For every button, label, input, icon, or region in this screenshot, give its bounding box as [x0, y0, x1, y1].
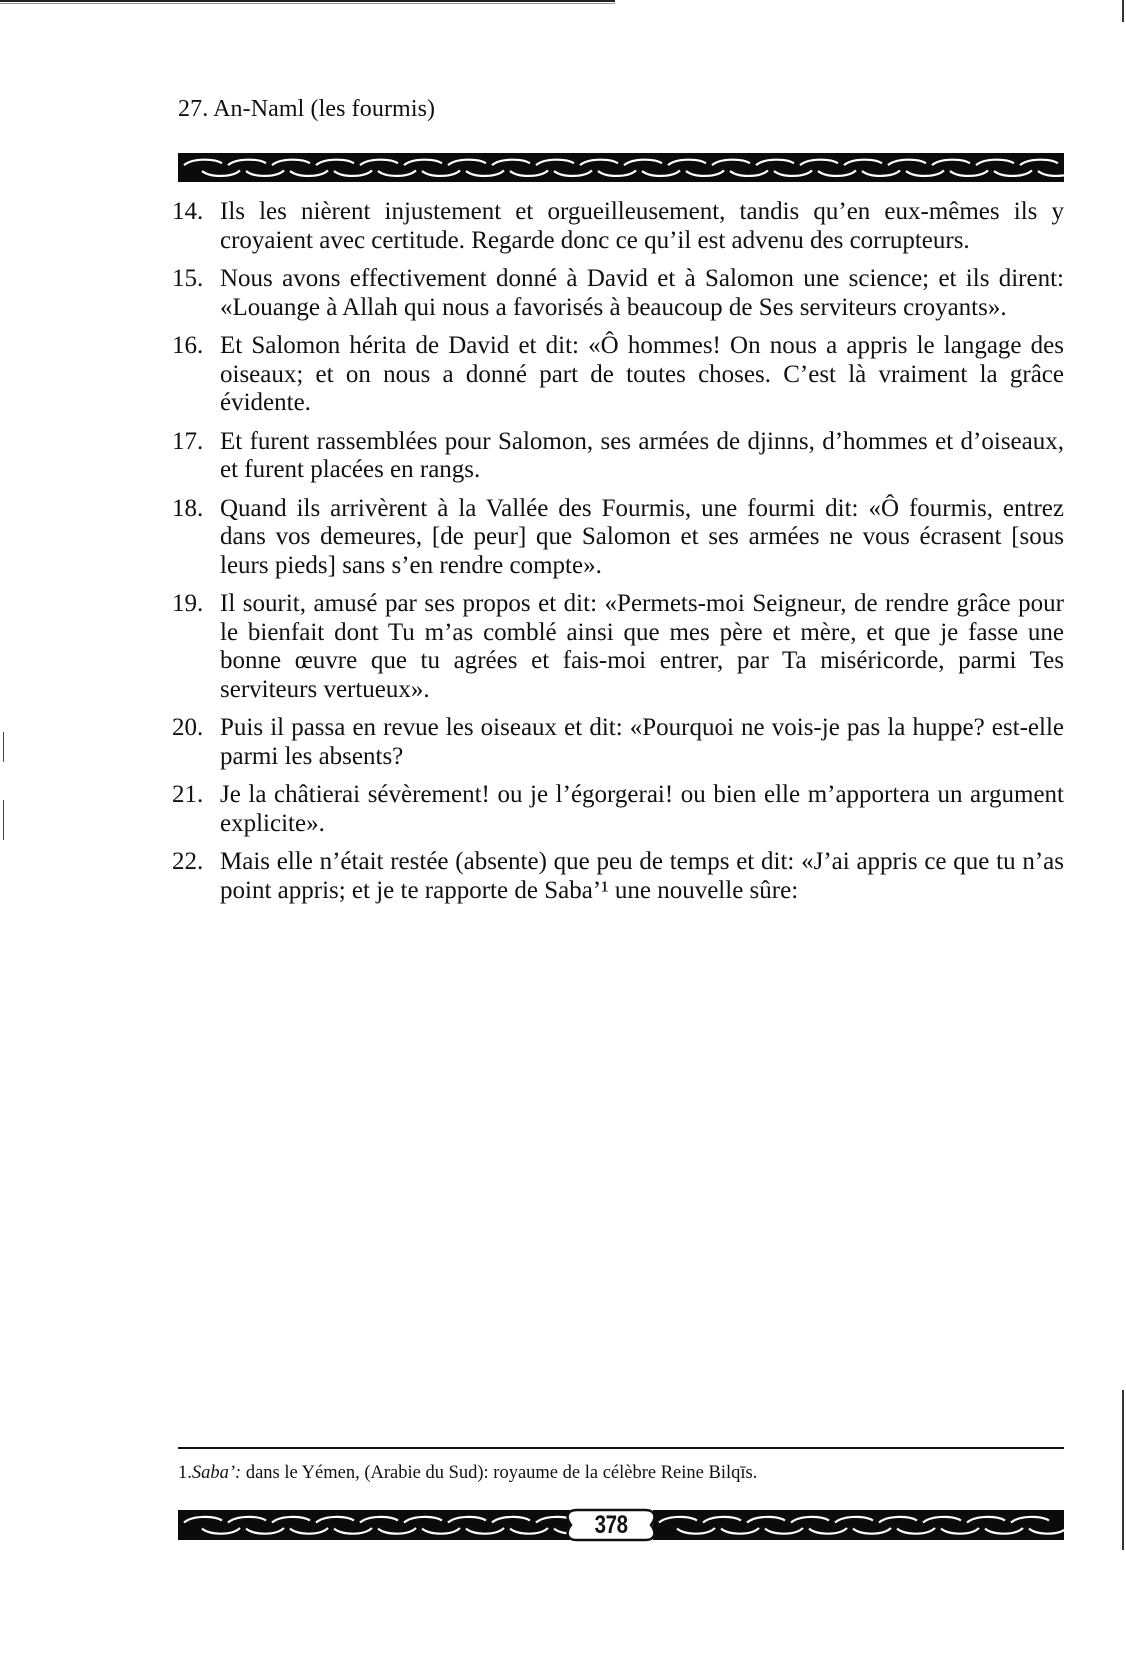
page-number: 378 — [594, 1510, 628, 1539]
verse-number: 21. — [172, 781, 204, 808]
surah-title: 27. An-Naml (les fourmis) — [178, 96, 436, 122]
footnote-divider — [178, 1447, 1064, 1449]
ornament-link — [862, 170, 900, 176]
ornament-link — [994, 170, 1032, 176]
ornament-link — [888, 160, 926, 166]
verse-14 — [172, 198, 1064, 255]
ornament-link — [1038, 170, 1064, 176]
ornament-link — [642, 170, 680, 176]
ornament-link — [536, 160, 574, 166]
ornament-link — [492, 1517, 530, 1523]
ornament-link — [756, 160, 794, 166]
footnote-text: dans le Yémen, (Arabie du Sud): royaume de la célèbre Reine Bilqīs. — [241, 1463, 758, 1483]
ornament-link — [730, 170, 768, 176]
verse-20 — [172, 714, 1064, 771]
verse-text: Et furent rassemblées pour Salomon, ses armées de djinns, d’hommes et d’oiseaux, et furent placées en rangs. — [220, 427, 1064, 483]
ornament-link — [272, 160, 310, 166]
ornament-link — [246, 1528, 284, 1534]
ornament-link — [272, 1517, 310, 1523]
verse-number: 22. — [172, 848, 204, 875]
ornament-link — [853, 1528, 891, 1534]
ornament-link — [228, 160, 266, 166]
ornament-link — [677, 1528, 715, 1534]
footnote-term: Saba’: — [191, 1463, 242, 1483]
verse-text: Je la châtierai sévèrement! ou je l’égorgerai! ou bien elle m’apportera un argument explicite». — [220, 781, 1064, 837]
ornament-link — [879, 1517, 917, 1523]
scan-edge-mark — [1122, 1390, 1124, 1550]
ornament-link — [598, 170, 636, 176]
footnote — [178, 1463, 1064, 1484]
ornament-link — [184, 1517, 222, 1523]
footer-ornament-right — [653, 1510, 1064, 1540]
ornament-link — [334, 1528, 372, 1534]
verse-number: 19. — [172, 590, 204, 617]
verse-22 — [172, 848, 1064, 905]
ornament-link — [976, 160, 1014, 166]
verse-17 — [172, 428, 1064, 485]
ornament-link — [809, 1528, 847, 1534]
ornament-link — [184, 160, 222, 166]
ornament-link — [510, 170, 548, 176]
verse-number: 16. — [172, 332, 204, 359]
ornament-link — [246, 170, 284, 176]
verse-15 — [172, 265, 1064, 322]
ornament-link — [985, 1528, 1023, 1534]
ornament-link — [378, 1528, 416, 1534]
ornament-link — [466, 170, 504, 176]
scan-edge-mark — [3, 800, 4, 840]
ornament-link — [378, 170, 416, 176]
verse-text: Nous avons effectivement donné à David et à Salomon une science; et ils dirent: «Louange à Allah qui nous a favorisés à beaucoup de Ses serviteurs croyants». — [220, 265, 1064, 321]
verse-number: 14. — [172, 198, 204, 225]
ornament-link — [906, 170, 944, 176]
footer-ornament-band — [178, 1510, 1064, 1540]
ornament-link — [492, 160, 530, 166]
ornament-link — [932, 160, 970, 166]
ornament-link — [668, 160, 706, 166]
ornament-link — [360, 160, 398, 166]
footnote-marker: 1. — [178, 1463, 192, 1483]
verse-text: Ils les nièrent injustement et orgueilleusement, tandis qu’en eux-mêmes ils y croyaient avec certitude. Regarde donc ce qu’il est advenu des corrupteurs. — [220, 198, 1064, 254]
ornament-link — [967, 1517, 1005, 1523]
page-number-cartouche — [561, 1507, 661, 1543]
verse-number: 17. — [172, 427, 204, 455]
scan-edge-line — [0, 0, 615, 2]
verse-number: 18. — [172, 494, 204, 522]
ornament-link — [290, 1528, 328, 1534]
ornament-link — [228, 1517, 266, 1523]
ornament-link — [791, 1517, 829, 1523]
ornament-link — [721, 1528, 759, 1534]
footer-ornament-left — [178, 1510, 570, 1540]
verse-16 — [172, 332, 1064, 418]
scan-edge-mark — [1122, 0, 1124, 22]
verse-text: Puis il passa en revue les oiseaux et dit: «Pourquoi ne vois-je pas la huppe? est-elle parmi les absents? — [220, 714, 1064, 770]
ornament-link — [703, 1517, 741, 1523]
ornament-link — [774, 170, 812, 176]
ornament-link — [422, 1528, 460, 1534]
verse-18 — [172, 495, 1064, 581]
ornament-link — [404, 160, 442, 166]
ornament-link — [554, 170, 592, 176]
verse-text: Quand ils arrivèrent à la Vallée des Fourmis, une fourmi dit: «Ô fourmis, entrez dans vos demeures, [de peur] que Salomon et ses armées ne vous écrasent [sous leurs pieds] sans s’en rendre compte». — [220, 494, 1064, 579]
ornament-link — [510, 1528, 548, 1534]
ornament-link — [422, 170, 460, 176]
ornament-link — [765, 1528, 803, 1534]
ornament-link — [1011, 1517, 1049, 1523]
ornament-link — [404, 1517, 442, 1523]
ornament-link — [624, 160, 662, 166]
header-ornament-band — [178, 153, 1064, 182]
ornament-link — [290, 170, 328, 176]
verse-19 — [172, 590, 1064, 704]
ornament-link — [202, 170, 240, 176]
ornament-link — [897, 1528, 935, 1534]
ornament-link — [448, 1517, 486, 1523]
scan-edge-line — [0, 3, 615, 4]
ornament-link — [316, 1517, 354, 1523]
verse-21 — [172, 781, 1064, 838]
ornament-link — [202, 1528, 240, 1534]
ornament-link — [818, 170, 856, 176]
verse-list — [172, 198, 1064, 915]
verse-text: Et Salomon hérita de David et dit: «Ô hommes! On nous a appris le langage des oiseaux; et on nous a donné part de toutes choses. C’est là vraiment la grâce évidente. — [220, 332, 1064, 416]
verse-number: 15. — [172, 265, 204, 292]
ornament-link — [941, 1528, 979, 1534]
ornament-link — [334, 170, 372, 176]
scan-edge-mark — [3, 732, 4, 762]
ornament-link — [835, 1517, 873, 1523]
ornament-link — [1029, 1528, 1064, 1534]
ornament-link — [844, 160, 882, 166]
ornament-link — [1020, 160, 1058, 166]
ornament-link — [360, 1517, 398, 1523]
ornament-link — [686, 170, 724, 176]
ornament-link — [659, 1517, 697, 1523]
ornament-link — [923, 1517, 961, 1523]
ornament-link — [448, 160, 486, 166]
ornament-link — [316, 160, 354, 166]
ornament-link — [800, 160, 838, 166]
verse-number: 20. — [172, 714, 204, 741]
ornament-link — [466, 1528, 504, 1534]
ornament-link — [747, 1517, 785, 1523]
ornament-link — [580, 160, 618, 166]
verse-text: Mais elle n’était restée (absente) que peu de temps et dit: «J’ai appris ce que tu n’as point appris; et je te rapporte de Saba’¹ une nouvelle sûre: — [220, 848, 1064, 904]
verse-text: Il sourit, amusé par ses propos et dit: «Permets-moi Seigneur, de rendre grâce pour le bienfait dont Tu m’as comblé ainsi que mes père et mère, et que je fasse une bonne œuvre que tu agrées et fais-moi entrer, par Ta miséricorde, parmi Tes serviteurs vertueux». — [220, 590, 1064, 703]
ornament-link — [950, 170, 988, 176]
ornament-link — [712, 160, 750, 166]
